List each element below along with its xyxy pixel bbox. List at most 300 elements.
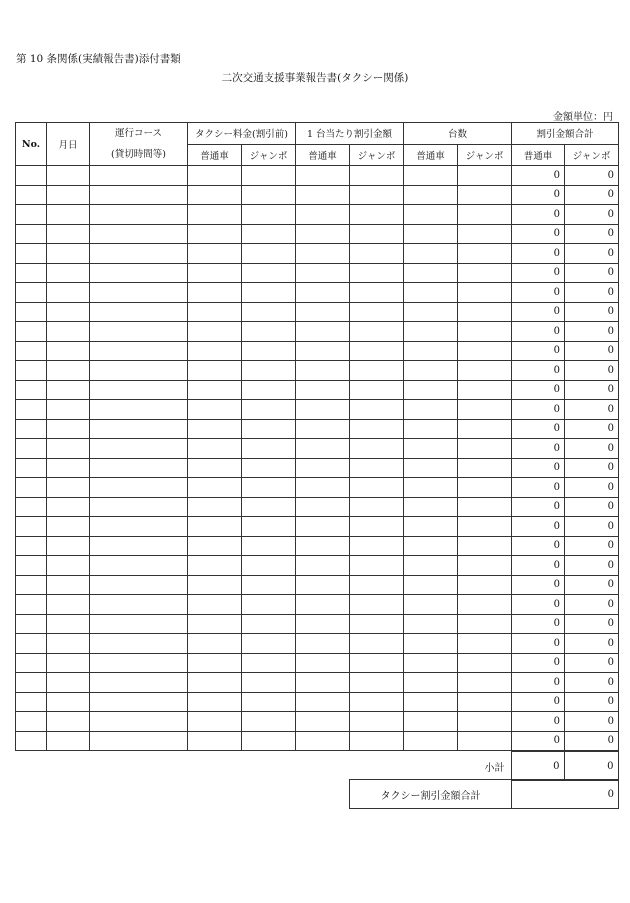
cell-count-standard bbox=[404, 380, 458, 400]
table-row bbox=[16, 302, 619, 322]
cell-no bbox=[16, 205, 47, 225]
cell-discount-jumbo bbox=[350, 439, 404, 459]
header-fare-before-discount: タクシー料金(割引前) bbox=[188, 123, 296, 145]
cell-month-day bbox=[47, 439, 90, 459]
cell-fare-standard bbox=[188, 497, 242, 517]
cell-discount-jumbo bbox=[350, 263, 404, 283]
table-row bbox=[16, 575, 619, 595]
cell-course bbox=[90, 224, 188, 244]
cell-discount-jumbo bbox=[350, 653, 404, 673]
cell-discount-standard bbox=[296, 224, 350, 244]
cell-discount-jumbo bbox=[350, 166, 404, 186]
cell-month-day bbox=[47, 692, 90, 712]
cell-month-day bbox=[47, 653, 90, 673]
table-row bbox=[16, 712, 619, 732]
cell-total-standard: 0 bbox=[512, 692, 565, 712]
cell-total-jumbo: 0 bbox=[565, 341, 619, 361]
cell-month-day bbox=[47, 322, 90, 342]
cell-fare-standard bbox=[188, 185, 242, 205]
cell-fare-jumbo bbox=[242, 244, 296, 264]
cell-count-jumbo bbox=[458, 185, 512, 205]
cell-fare-jumbo bbox=[242, 712, 296, 732]
cell-total-jumbo: 0 bbox=[565, 478, 619, 498]
cell-count-jumbo bbox=[458, 361, 512, 381]
table-row bbox=[16, 517, 619, 537]
cell-discount-standard bbox=[296, 419, 350, 439]
cell-count-standard bbox=[404, 439, 458, 459]
cell-count-jumbo bbox=[458, 400, 512, 420]
cell-course bbox=[90, 185, 188, 205]
cell-fare-standard bbox=[188, 517, 242, 537]
cell-month-day bbox=[47, 283, 90, 303]
cell-count-standard bbox=[404, 575, 458, 595]
cell-fare-jumbo bbox=[242, 283, 296, 303]
cell-no bbox=[16, 556, 47, 576]
cell-total-jumbo: 0 bbox=[565, 536, 619, 556]
cell-count-standard bbox=[404, 322, 458, 342]
cell-total-jumbo: 0 bbox=[565, 205, 619, 225]
cell-total-standard: 0 bbox=[512, 478, 565, 498]
cell-month-day bbox=[47, 614, 90, 634]
cell-month-day bbox=[47, 575, 90, 595]
cell-discount-jumbo bbox=[350, 712, 404, 732]
cell-discount-jumbo bbox=[350, 517, 404, 537]
cell-fare-standard bbox=[188, 575, 242, 595]
cell-course bbox=[90, 575, 188, 595]
cell-discount-standard bbox=[296, 361, 350, 381]
cell-fare-jumbo bbox=[242, 575, 296, 595]
cell-fare-jumbo bbox=[242, 263, 296, 283]
cell-count-jumbo bbox=[458, 263, 512, 283]
cell-count-jumbo bbox=[458, 614, 512, 634]
cell-total-standard: 0 bbox=[512, 575, 565, 595]
cell-fare-standard bbox=[188, 556, 242, 576]
cell-fare-standard bbox=[188, 244, 242, 264]
header-course-line2: (貸切時間等) bbox=[111, 149, 166, 160]
cell-total-standard: 0 bbox=[512, 185, 565, 205]
cell-no bbox=[16, 712, 47, 732]
table-row bbox=[16, 166, 619, 186]
cell-count-jumbo bbox=[458, 283, 512, 303]
cell-month-day bbox=[47, 673, 90, 693]
cell-total-standard: 0 bbox=[512, 673, 565, 693]
cell-course bbox=[90, 517, 188, 537]
cell-count-standard bbox=[404, 712, 458, 732]
cell-total-jumbo: 0 bbox=[565, 458, 619, 478]
cell-count-standard bbox=[404, 478, 458, 498]
cell-total-standard: 0 bbox=[512, 517, 565, 537]
cell-count-standard bbox=[404, 673, 458, 693]
cell-count-jumbo bbox=[458, 634, 512, 654]
cell-discount-jumbo bbox=[350, 614, 404, 634]
subtotal-table bbox=[457, 751, 619, 781]
table-row bbox=[16, 458, 619, 478]
cell-fare-standard bbox=[188, 341, 242, 361]
cell-total-standard: 0 bbox=[512, 536, 565, 556]
cell-total-standard: 0 bbox=[512, 361, 565, 381]
cell-discount-jumbo bbox=[350, 380, 404, 400]
cell-discount-standard bbox=[296, 731, 350, 751]
cell-count-jumbo bbox=[458, 497, 512, 517]
cell-month-day bbox=[47, 380, 90, 400]
cell-fare-jumbo bbox=[242, 419, 296, 439]
cell-discount-jumbo bbox=[350, 556, 404, 576]
cell-fare-jumbo bbox=[242, 341, 296, 361]
cell-total-standard: 0 bbox=[512, 302, 565, 322]
cell-count-standard bbox=[404, 361, 458, 381]
grand-total-label: タクシー割引金額合計 bbox=[350, 780, 512, 809]
cell-count-standard bbox=[404, 497, 458, 517]
cell-course bbox=[90, 205, 188, 225]
cell-total-jumbo: 0 bbox=[565, 185, 619, 205]
header-course-line1: 運行コース bbox=[114, 128, 163, 139]
cell-total-jumbo: 0 bbox=[565, 556, 619, 576]
cell-total-jumbo: 0 bbox=[565, 244, 619, 264]
cell-fare-standard bbox=[188, 478, 242, 498]
cell-discount-jumbo bbox=[350, 692, 404, 712]
cell-discount-standard bbox=[296, 205, 350, 225]
table-row bbox=[16, 595, 619, 615]
cell-month-day bbox=[47, 458, 90, 478]
cell-count-jumbo bbox=[458, 341, 512, 361]
table-row bbox=[16, 478, 619, 498]
unit-label: 金額単位：円 bbox=[553, 112, 613, 123]
cell-month-day bbox=[47, 185, 90, 205]
cell-total-standard: 0 bbox=[512, 166, 565, 186]
cell-no bbox=[16, 517, 47, 537]
cell-total-standard: 0 bbox=[512, 400, 565, 420]
cell-total-jumbo: 0 bbox=[565, 302, 619, 322]
cell-course bbox=[90, 478, 188, 498]
cell-count-standard bbox=[404, 283, 458, 303]
header-month-day: 月日 bbox=[47, 123, 90, 166]
cell-total-jumbo: 0 bbox=[565, 614, 619, 634]
cell-count-jumbo bbox=[458, 205, 512, 225]
cell-total-standard: 0 bbox=[512, 497, 565, 517]
cell-no bbox=[16, 224, 47, 244]
cell-total-standard: 0 bbox=[512, 595, 565, 615]
cell-count-standard bbox=[404, 185, 458, 205]
cell-discount-standard bbox=[296, 166, 350, 186]
cell-discount-standard bbox=[296, 497, 350, 517]
cell-no bbox=[16, 302, 47, 322]
cell-no bbox=[16, 497, 47, 517]
cell-fare-jumbo bbox=[242, 634, 296, 654]
cell-course bbox=[90, 244, 188, 264]
cell-discount-standard bbox=[296, 595, 350, 615]
header-total-jumbo: ジャンボ bbox=[565, 144, 619, 166]
cell-month-day bbox=[47, 497, 90, 517]
cell-fare-jumbo bbox=[242, 302, 296, 322]
cell-discount-standard bbox=[296, 283, 350, 303]
cell-count-jumbo bbox=[458, 556, 512, 576]
cell-discount-jumbo bbox=[350, 536, 404, 556]
cell-discount-standard bbox=[296, 517, 350, 537]
cell-no bbox=[16, 575, 47, 595]
cell-total-standard: 0 bbox=[512, 614, 565, 634]
cell-total-standard: 0 bbox=[512, 712, 565, 732]
table-row bbox=[16, 439, 619, 459]
cell-no bbox=[16, 731, 47, 751]
header-count-standard: 普通車 bbox=[404, 144, 458, 166]
header-discount-per-vehicle: 1 台当たり割引金額 bbox=[296, 123, 404, 145]
cell-count-standard bbox=[404, 653, 458, 673]
cell-count-standard bbox=[404, 341, 458, 361]
cell-discount-jumbo bbox=[350, 419, 404, 439]
cell-count-standard bbox=[404, 205, 458, 225]
cell-no bbox=[16, 536, 47, 556]
cell-course bbox=[90, 283, 188, 303]
cell-course bbox=[90, 614, 188, 634]
cell-course bbox=[90, 322, 188, 342]
cell-count-standard bbox=[404, 458, 458, 478]
cell-no bbox=[16, 361, 47, 381]
cell-total-jumbo: 0 bbox=[565, 224, 619, 244]
cell-discount-standard bbox=[296, 536, 350, 556]
cell-count-standard bbox=[404, 614, 458, 634]
cell-month-day bbox=[47, 263, 90, 283]
cell-total-jumbo: 0 bbox=[565, 419, 619, 439]
cell-total-jumbo: 0 bbox=[565, 497, 619, 517]
cell-total-jumbo: 0 bbox=[565, 400, 619, 420]
cell-discount-jumbo bbox=[350, 634, 404, 654]
cell-fare-jumbo bbox=[242, 458, 296, 478]
table-row bbox=[16, 731, 619, 751]
cell-discount-standard bbox=[296, 322, 350, 342]
cell-no bbox=[16, 634, 47, 654]
table-row bbox=[16, 205, 619, 225]
cell-count-standard bbox=[404, 595, 458, 615]
cell-discount-jumbo bbox=[350, 302, 404, 322]
cell-course bbox=[90, 380, 188, 400]
cell-total-jumbo: 0 bbox=[565, 439, 619, 459]
cell-fare-standard bbox=[188, 361, 242, 381]
cell-discount-standard bbox=[296, 692, 350, 712]
cell-course bbox=[90, 263, 188, 283]
table-body bbox=[16, 166, 619, 751]
cell-discount-jumbo bbox=[350, 185, 404, 205]
cell-month-day bbox=[47, 556, 90, 576]
cell-month-day bbox=[47, 244, 90, 264]
cell-fare-standard bbox=[188, 322, 242, 342]
cell-no bbox=[16, 341, 47, 361]
cell-total-standard: 0 bbox=[512, 263, 565, 283]
cell-total-jumbo: 0 bbox=[565, 595, 619, 615]
table-row bbox=[16, 380, 619, 400]
cell-discount-standard bbox=[296, 263, 350, 283]
cell-discount-jumbo bbox=[350, 575, 404, 595]
table-row bbox=[16, 283, 619, 303]
cell-discount-standard bbox=[296, 575, 350, 595]
cell-discount-jumbo bbox=[350, 478, 404, 498]
cell-month-day bbox=[47, 595, 90, 615]
cell-course bbox=[90, 458, 188, 478]
cell-fare-standard bbox=[188, 653, 242, 673]
cell-month-day bbox=[47, 712, 90, 732]
header-course bbox=[90, 123, 188, 166]
table-row bbox=[16, 634, 619, 654]
cell-count-jumbo bbox=[458, 692, 512, 712]
cell-count-jumbo bbox=[458, 224, 512, 244]
cell-count-jumbo bbox=[458, 517, 512, 537]
document-title: 二次交通支援事業報告書(タクシー関係) bbox=[221, 72, 409, 84]
cell-no bbox=[16, 244, 47, 264]
cell-count-jumbo bbox=[458, 536, 512, 556]
table-row bbox=[16, 322, 619, 342]
cell-course bbox=[90, 361, 188, 381]
cell-no bbox=[16, 166, 47, 186]
cell-total-jumbo: 0 bbox=[565, 263, 619, 283]
cell-no bbox=[16, 322, 47, 342]
header-fare-jumbo: ジャンボ bbox=[242, 144, 296, 166]
cell-fare-standard bbox=[188, 634, 242, 654]
cell-fare-jumbo bbox=[242, 185, 296, 205]
cell-fare-standard bbox=[188, 731, 242, 751]
cell-discount-standard bbox=[296, 653, 350, 673]
cell-total-standard: 0 bbox=[512, 439, 565, 459]
cell-fare-standard bbox=[188, 166, 242, 186]
cell-no bbox=[16, 653, 47, 673]
cell-count-standard bbox=[404, 224, 458, 244]
cell-total-standard: 0 bbox=[512, 731, 565, 751]
cell-count-jumbo bbox=[458, 575, 512, 595]
cell-discount-jumbo bbox=[350, 673, 404, 693]
cell-count-standard bbox=[404, 731, 458, 751]
cell-count-standard bbox=[404, 263, 458, 283]
cell-course bbox=[90, 302, 188, 322]
cell-course bbox=[90, 341, 188, 361]
table-row bbox=[16, 497, 619, 517]
cell-count-jumbo bbox=[458, 419, 512, 439]
cell-fare-standard bbox=[188, 302, 242, 322]
table-row bbox=[16, 361, 619, 381]
cell-no bbox=[16, 478, 47, 498]
cell-discount-jumbo bbox=[350, 224, 404, 244]
cell-no bbox=[16, 458, 47, 478]
cell-fare-jumbo bbox=[242, 517, 296, 537]
cell-course bbox=[90, 497, 188, 517]
cell-fare-standard bbox=[188, 614, 242, 634]
cell-total-jumbo: 0 bbox=[565, 380, 619, 400]
header-discount-jumbo: ジャンボ bbox=[350, 144, 404, 166]
table-row bbox=[16, 653, 619, 673]
cell-month-day bbox=[47, 361, 90, 381]
table-row bbox=[16, 673, 619, 693]
cell-fare-jumbo bbox=[242, 692, 296, 712]
cell-count-jumbo bbox=[458, 322, 512, 342]
header-count-jumbo: ジャンボ bbox=[458, 144, 512, 166]
cell-fare-jumbo bbox=[242, 478, 296, 498]
cell-count-jumbo bbox=[458, 595, 512, 615]
cell-course bbox=[90, 692, 188, 712]
cell-count-standard bbox=[404, 400, 458, 420]
cell-discount-standard bbox=[296, 302, 350, 322]
cell-fare-jumbo bbox=[242, 224, 296, 244]
table-row bbox=[16, 400, 619, 420]
cell-discount-standard bbox=[296, 244, 350, 264]
cell-month-day bbox=[47, 341, 90, 361]
cell-discount-jumbo bbox=[350, 283, 404, 303]
subtotal-jumbo: 0 bbox=[564, 752, 618, 781]
table-row bbox=[16, 536, 619, 556]
cell-count-standard bbox=[404, 536, 458, 556]
cell-count-jumbo bbox=[458, 166, 512, 186]
cell-discount-jumbo bbox=[350, 497, 404, 517]
cell-count-jumbo bbox=[458, 380, 512, 400]
cell-no bbox=[16, 614, 47, 634]
cell-total-standard: 0 bbox=[512, 341, 565, 361]
cell-fare-standard bbox=[188, 458, 242, 478]
cell-month-day bbox=[47, 731, 90, 751]
cell-month-day bbox=[47, 400, 90, 420]
cell-count-jumbo bbox=[458, 673, 512, 693]
cell-no bbox=[16, 419, 47, 439]
cell-course bbox=[90, 439, 188, 459]
cell-count-jumbo bbox=[458, 653, 512, 673]
cell-count-standard bbox=[404, 166, 458, 186]
table-row bbox=[16, 224, 619, 244]
header-fare-standard: 普通車 bbox=[188, 144, 242, 166]
cell-total-standard: 0 bbox=[512, 380, 565, 400]
cell-discount-standard bbox=[296, 341, 350, 361]
cell-fare-standard bbox=[188, 205, 242, 225]
cell-course bbox=[90, 400, 188, 420]
cell-total-jumbo: 0 bbox=[565, 517, 619, 537]
cell-count-standard bbox=[404, 556, 458, 576]
cell-count-jumbo bbox=[458, 244, 512, 264]
cell-discount-standard bbox=[296, 439, 350, 459]
cell-discount-jumbo bbox=[350, 595, 404, 615]
table-row bbox=[16, 263, 619, 283]
cell-no bbox=[16, 263, 47, 283]
cell-discount-standard bbox=[296, 712, 350, 732]
report-table bbox=[15, 122, 619, 751]
cell-fare-jumbo bbox=[242, 380, 296, 400]
cell-discount-standard bbox=[296, 380, 350, 400]
cell-no bbox=[16, 283, 47, 303]
cell-count-jumbo bbox=[458, 302, 512, 322]
table-row bbox=[16, 614, 619, 634]
cell-fare-standard bbox=[188, 712, 242, 732]
cell-total-jumbo: 0 bbox=[565, 361, 619, 381]
cell-no bbox=[16, 595, 47, 615]
cell-fare-standard bbox=[188, 380, 242, 400]
cell-discount-jumbo bbox=[350, 731, 404, 751]
cell-count-jumbo bbox=[458, 731, 512, 751]
cell-discount-jumbo bbox=[350, 205, 404, 225]
cell-discount-standard bbox=[296, 673, 350, 693]
cell-total-standard: 0 bbox=[512, 419, 565, 439]
cell-fare-standard bbox=[188, 263, 242, 283]
cell-total-standard: 0 bbox=[512, 653, 565, 673]
cell-course bbox=[90, 653, 188, 673]
cell-count-standard bbox=[404, 419, 458, 439]
cell-fare-jumbo bbox=[242, 497, 296, 517]
cell-total-standard: 0 bbox=[512, 244, 565, 264]
cell-total-standard: 0 bbox=[512, 322, 565, 342]
cell-month-day bbox=[47, 536, 90, 556]
cell-fare-standard bbox=[188, 419, 242, 439]
cell-count-standard bbox=[404, 244, 458, 264]
cell-discount-standard bbox=[296, 556, 350, 576]
cell-discount-jumbo bbox=[350, 458, 404, 478]
cell-total-jumbo: 0 bbox=[565, 673, 619, 693]
cell-total-jumbo: 0 bbox=[565, 731, 619, 751]
cell-discount-standard bbox=[296, 185, 350, 205]
cell-discount-standard bbox=[296, 634, 350, 654]
cell-month-day bbox=[47, 478, 90, 498]
cell-total-standard: 0 bbox=[512, 634, 565, 654]
